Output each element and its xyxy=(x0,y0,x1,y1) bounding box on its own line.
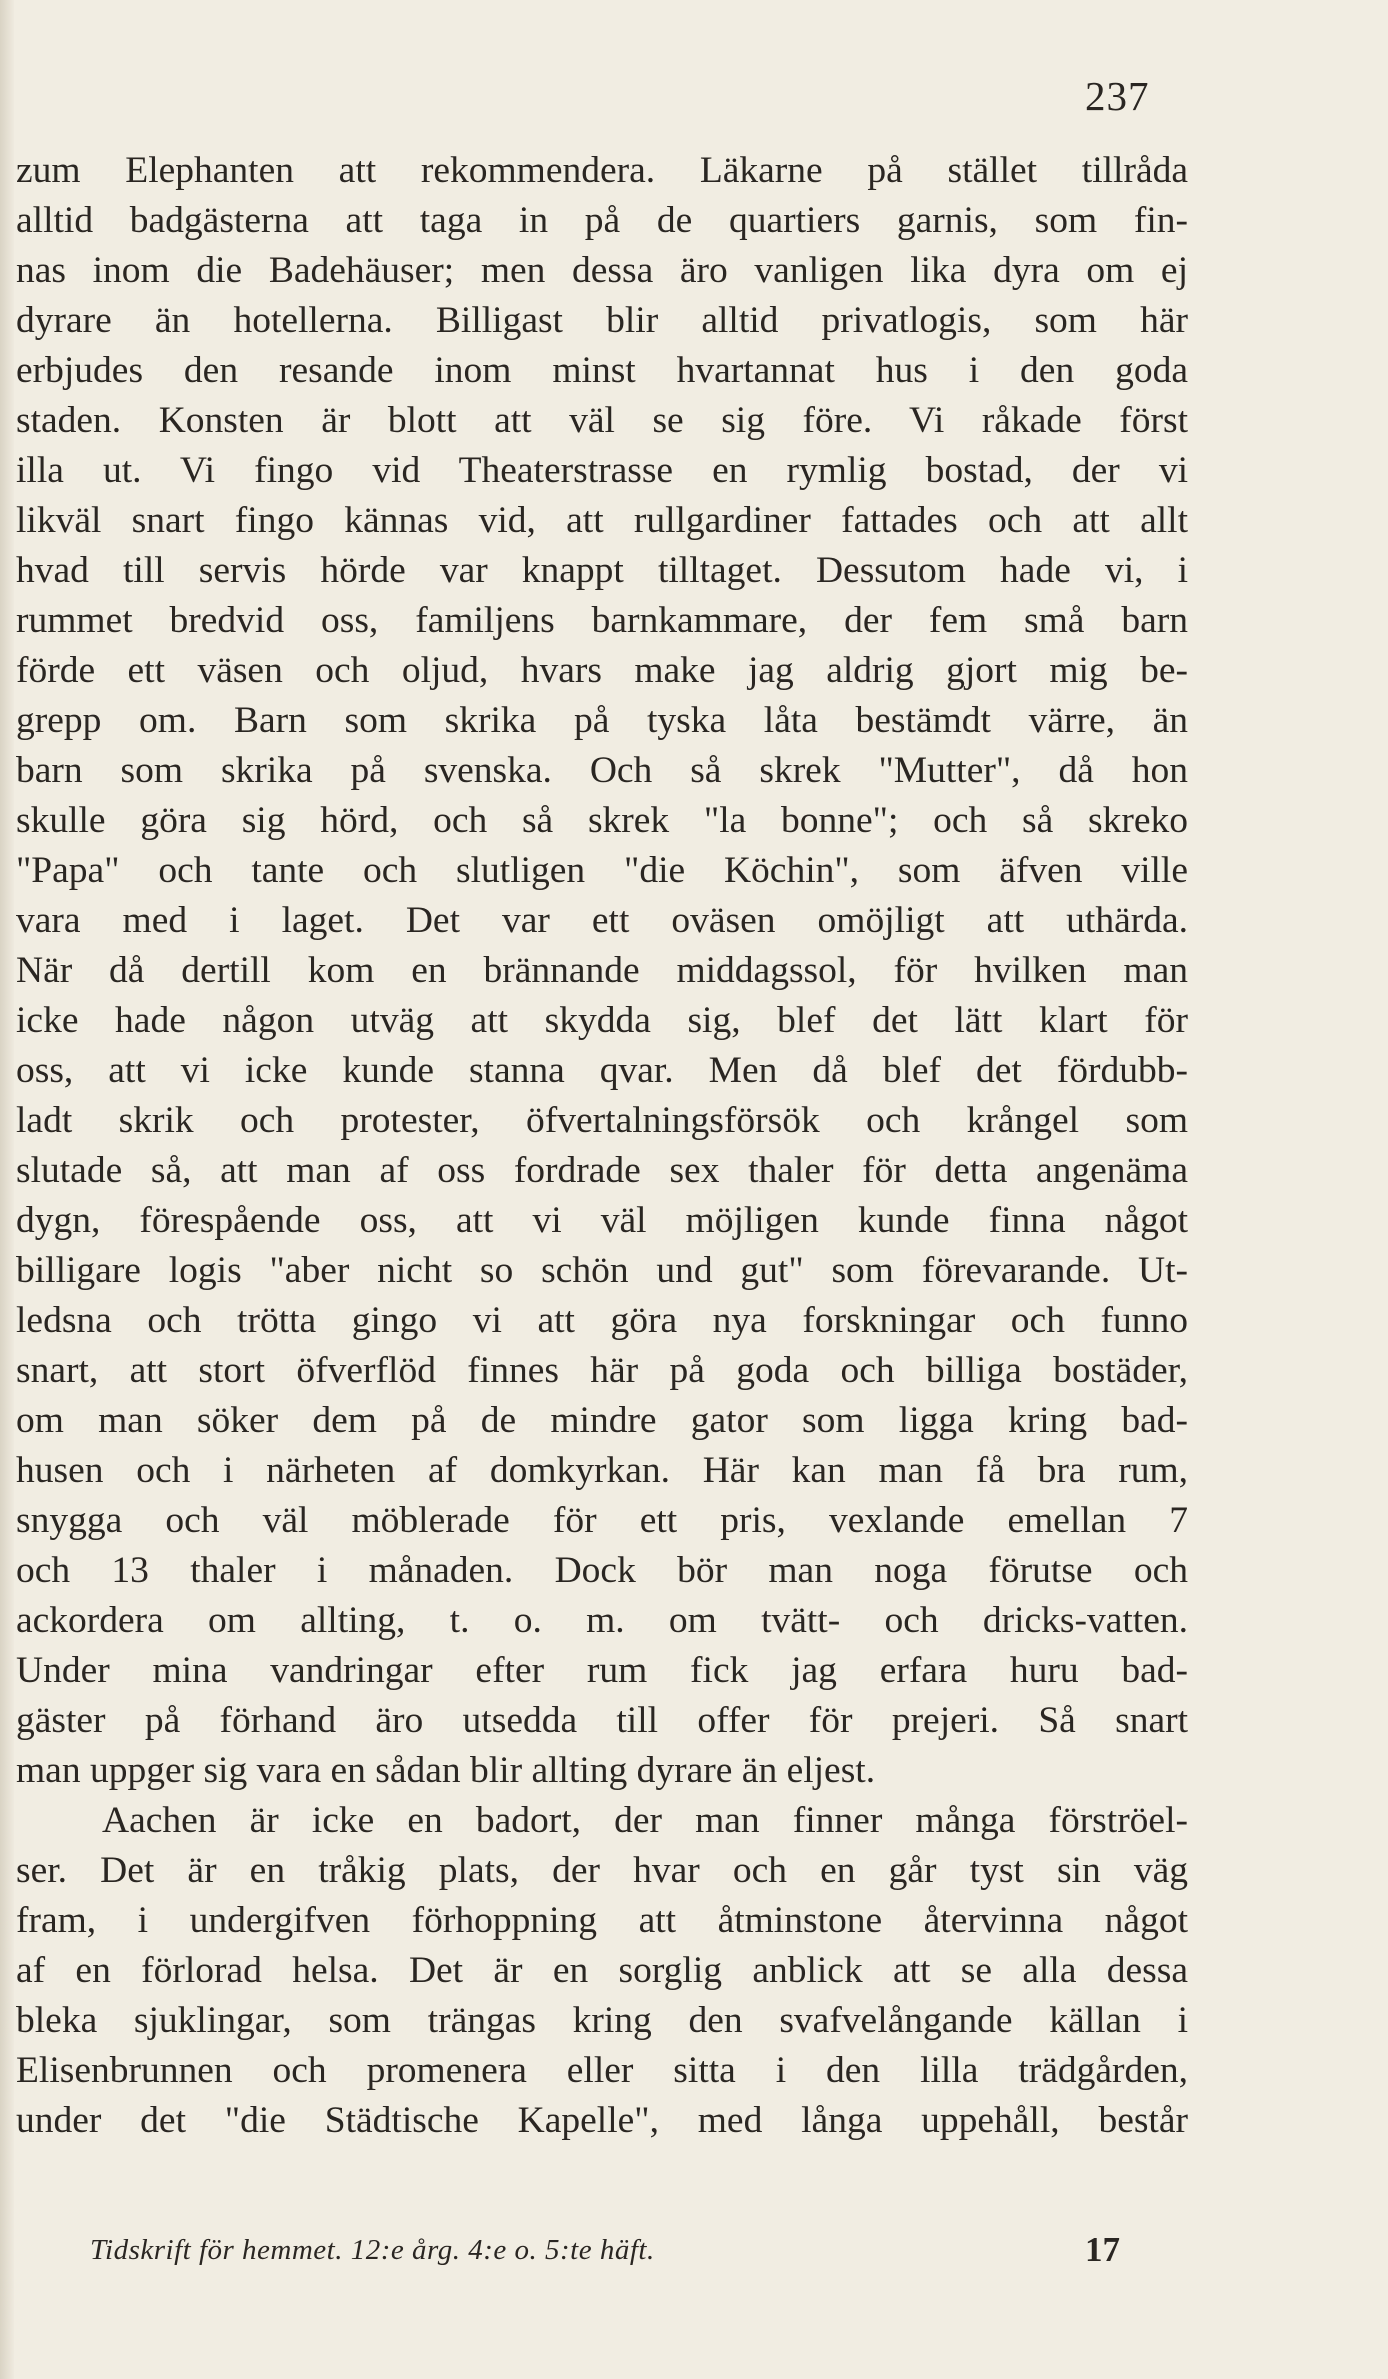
text-line: oss, att vi icke kunde stanna qvar. Men då blef det fördubb- xyxy=(16,1050,1188,1091)
text-line: zum Elephanten att rekommendera. Läkarne på stället tillråda xyxy=(16,150,1188,191)
text-line: under det "die Städtische Kapelle", med långa uppehåll, består xyxy=(16,2100,1188,2141)
text-line: illa ut. Vi fingo vid Theaterstrasse en rymlig bostad, der vi xyxy=(16,450,1188,491)
page-number: 237 xyxy=(1085,73,1150,119)
text-line: fram, i undergifven förhoppning att åtminstone återvinna något xyxy=(16,1900,1188,1941)
text-line: Elisenbrunnen och promenera eller sitta i den lilla trädgården, xyxy=(16,2050,1188,2091)
journal-title: Tidskrift för hemmet. 12:e årg. 4:e o. 5:te häft. xyxy=(90,2234,655,2266)
text-line: billigare logis "aber nicht so schön und gut" som förevarande. Ut- xyxy=(16,1250,1188,1291)
text-line: icke hade någon utväg att skydda sig, blef det lätt klart för xyxy=(16,1000,1188,1041)
text-line: likväl snart fingo kännas vid, att rullgardiner fattades och att allt xyxy=(16,500,1188,541)
text-line: snart, att stort öfverflöd finnes här på goda och billiga bostäder, xyxy=(16,1350,1188,1391)
text-line: man uppger sig vara en sådan blir allting dyrare än eljest. xyxy=(16,1750,876,1791)
text-line: rummet bredvid oss, familjens barnkammare, der fem små barn xyxy=(16,600,1188,641)
text-line: nas inom die Badehäuser; men dessa äro vanligen lika dyra om ej xyxy=(16,250,1188,291)
text-line: skulle göra sig hörd, och så skrek "la bonne"; och så skreko xyxy=(16,800,1188,841)
text-line: Aachen är icke en badort, der man finner många förströel- xyxy=(102,1800,1188,1841)
text-line: ladt skrik och protester, öfvertalningsförsök och krångel som xyxy=(16,1100,1188,1141)
text-line: När då dertill kom en brännande middagssol, för hvilken man xyxy=(16,950,1188,991)
text-line: hvad till servis hörde var knappt tilltaget. Dessutom hade vi, i xyxy=(16,550,1188,591)
page-footer xyxy=(90,2225,1120,2275)
text-line: erbjudes den resande inom minst hvartannat hus i den goda xyxy=(16,350,1188,391)
text-line: barn som skrika på svenska. Och så skrek "Mutter", då hon xyxy=(16,750,1188,791)
page-edge xyxy=(0,0,14,2379)
text-line: vara med i laget. Det var ett oväsen omöjligt att uthärda. xyxy=(16,900,1188,941)
text-line: snygga och väl möblerade för ett pris, vexlande emellan 7 xyxy=(16,1500,1188,1541)
text-line: och 13 thaler i månaden. Dock bör man noga förutse och xyxy=(16,1550,1188,1591)
text-line: "Papa" och tante och slutligen "die Köchin", som äfven ville xyxy=(16,850,1188,891)
text-line: husen och i närheten af domkyrkan. Här kan man få bra rum, xyxy=(16,1450,1188,1491)
text-line: staden. Konsten är blott att väl se sig före. Vi råkade först xyxy=(16,400,1188,441)
text-line: slutade så, att man af oss fordrade sex thaler för detta angenäma xyxy=(16,1150,1188,1191)
text-line: bleka sjuklingar, som trängas kring den svafvelångande källan i xyxy=(16,2000,1188,2041)
text-line: dyrare än hotellerna. Billigast blir alltid privatlogis, som här xyxy=(16,300,1188,341)
body-text xyxy=(16,146,1188,2146)
text-line: om man söker dem på de mindre gator som ligga kring bad- xyxy=(16,1400,1188,1441)
text-line: grepp om. Barn som skrika på tyska låta bestämdt värre, än xyxy=(16,700,1188,741)
text-line: förde ett väsen och oljud, hvars make jag aldrig gjort mig be- xyxy=(16,650,1188,691)
text-line: ser. Det är en tråkig plats, der hvar och en går tyst sin väg xyxy=(16,1850,1188,1891)
text-line: af en förlorad helsa. Det är en sorglig anblick att se alla dessa xyxy=(16,1950,1188,1991)
text-line: gäster på förhand äro utsedda till offer för prejeri. Så snart xyxy=(16,1700,1188,1741)
text-line: dygn, förespående oss, att vi väl möjligen kunde finna något xyxy=(16,1200,1188,1241)
text-line: ledsna och trötta gingo vi att göra nya forskningar och funno xyxy=(16,1300,1188,1341)
sheet-number: 17 xyxy=(1085,2230,1120,2269)
text-line: ackordera om allting, t. o. m. om tvätt- och dricks-vatten. xyxy=(16,1600,1188,1641)
text-line: Under mina vandringar efter rum fick jag erfara huru bad- xyxy=(16,1650,1188,1691)
text-line: alltid badgästerna att taga in på de quartiers garnis, som fin- xyxy=(16,200,1188,241)
